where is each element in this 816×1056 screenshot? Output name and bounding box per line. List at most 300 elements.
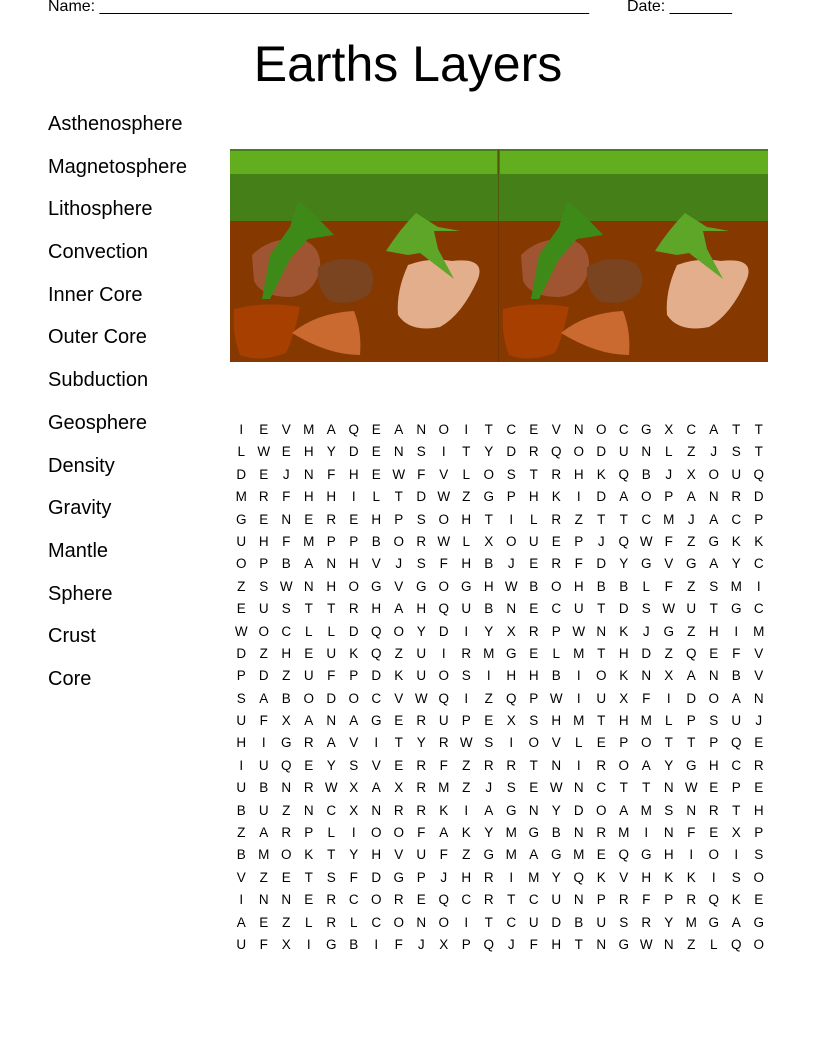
grid-letter[interactable]: S — [461, 668, 471, 684]
grid-letter[interactable]: W — [459, 735, 473, 751]
grid-letter[interactable]: B — [484, 601, 494, 617]
grid-letter[interactable]: I — [239, 422, 244, 437]
grid-letter[interactable]: L — [237, 444, 245, 460]
grid-letter[interactable]: I — [239, 757, 244, 773]
grid-letter[interactable]: N — [596, 936, 607, 952]
grid-letter[interactable]: Y — [484, 825, 494, 841]
grid-letter[interactable]: R — [708, 802, 719, 818]
grid-letter[interactable]: I — [509, 869, 514, 885]
grid-letter[interactable]: E — [709, 825, 719, 841]
grid-letter[interactable]: D — [348, 444, 359, 460]
grid-letter[interactable]: D — [236, 466, 247, 482]
grid-letter[interactable]: R — [506, 757, 517, 773]
grid-letter[interactable]: L — [304, 623, 313, 639]
grid-letter[interactable]: F — [439, 847, 448, 863]
grid-letter[interactable]: O — [550, 578, 562, 594]
grid-letter[interactable]: I — [464, 802, 469, 818]
grid-letter[interactable]: C — [641, 511, 652, 527]
grid-letter[interactable]: W — [324, 780, 338, 796]
grid-letter[interactable]: N — [753, 690, 764, 706]
grid-letter[interactable]: B — [551, 668, 561, 684]
grid-letter[interactable]: H — [551, 713, 562, 729]
grid-letter[interactable]: H — [506, 668, 517, 684]
grid-letter[interactable]: L — [642, 578, 650, 594]
grid-letter[interactable]: T — [597, 645, 606, 661]
grid-letter[interactable]: C — [371, 690, 382, 706]
grid-letter[interactable]: Q — [685, 645, 697, 661]
grid-letter[interactable]: O — [595, 668, 607, 684]
grid-letter[interactable]: E — [304, 892, 314, 908]
grid-letter[interactable]: J — [282, 466, 290, 482]
grid-letter[interactable]: Z — [687, 578, 696, 594]
grid-letter[interactable]: H — [326, 578, 337, 594]
grid-letter[interactable]: U — [528, 533, 539, 549]
grid-letter[interactable]: A — [236, 914, 246, 930]
grid-letter[interactable]: W — [392, 466, 406, 482]
grid-letter[interactable]: A — [709, 556, 719, 572]
grid-letter[interactable]: Q — [708, 892, 719, 908]
grid-letter[interactable]: C — [686, 422, 697, 437]
grid-letter[interactable]: E — [281, 444, 291, 460]
grid-letter[interactable]: I — [576, 757, 581, 773]
grid-letter[interactable]: I — [464, 623, 469, 639]
grid-letter[interactable]: E — [259, 466, 269, 482]
grid-letter[interactable]: M — [640, 713, 652, 729]
grid-letter[interactable]: H — [371, 601, 382, 617]
grid-letter[interactable]: Y — [484, 444, 494, 460]
grid-letter[interactable]: E — [304, 757, 314, 773]
grid-letter[interactable]: B — [596, 578, 606, 594]
grid-letter[interactable]: T — [619, 511, 628, 527]
grid-letter[interactable]: P — [574, 533, 584, 549]
grid-letter[interactable]: F — [394, 936, 403, 952]
grid-letter[interactable]: G — [685, 757, 697, 773]
grid-letter[interactable]: O — [708, 847, 719, 863]
grid-letter[interactable]: K — [731, 892, 741, 908]
grid-letter[interactable]: R — [326, 914, 337, 930]
grid-letter[interactable]: N — [281, 892, 292, 908]
grid-letter[interactable]: R — [303, 780, 314, 796]
grid-letter[interactable]: J — [507, 556, 515, 572]
grid-letter[interactable]: F — [282, 489, 291, 505]
grid-letter[interactable]: P — [461, 936, 471, 952]
grid-letter[interactable]: S — [416, 444, 426, 460]
grid-letter[interactable]: O — [573, 444, 584, 460]
grid-letter[interactable]: D — [596, 489, 607, 505]
grid-letter[interactable]: K — [551, 489, 561, 505]
grid-letter[interactable]: P — [731, 780, 741, 796]
grid-letter[interactable]: M — [640, 802, 652, 818]
grid-letter[interactable]: R — [461, 645, 472, 661]
grid-letter[interactable]: Z — [462, 489, 471, 505]
grid-letter[interactable]: A — [686, 668, 696, 684]
grid-letter[interactable]: I — [689, 847, 694, 863]
grid-letter[interactable]: W — [639, 533, 653, 549]
grid-letter[interactable]: W — [662, 601, 676, 617]
grid-letter[interactable]: A — [439, 825, 449, 841]
grid-letter[interactable]: F — [687, 825, 696, 841]
grid-letter[interactable]: T — [732, 422, 741, 437]
grid-letter[interactable]: G — [370, 578, 382, 594]
grid-letter[interactable]: J — [440, 869, 448, 885]
grid-letter[interactable]: C — [528, 892, 539, 908]
grid-letter[interactable]: W — [639, 936, 653, 952]
grid-letter[interactable]: R — [303, 735, 314, 751]
grid-letter[interactable]: O — [348, 690, 359, 706]
grid-letter[interactable]: P — [506, 489, 516, 505]
grid-letter[interactable]: B — [529, 578, 539, 594]
grid-letter[interactable]: E — [304, 645, 314, 661]
grid-letter[interactable]: F — [439, 757, 448, 773]
grid-letter[interactable]: E — [259, 511, 269, 527]
grid-letter[interactable]: I — [509, 511, 514, 527]
grid-letter[interactable]: R — [686, 892, 697, 908]
grid-letter[interactable]: Z — [664, 645, 673, 661]
grid-letter[interactable]: N — [641, 668, 652, 684]
grid-letter[interactable]: E — [596, 735, 606, 751]
grid-letter[interactable]: D — [371, 869, 382, 885]
grid-letter[interactable]: D — [686, 690, 697, 706]
grid-letter[interactable]: Q — [550, 444, 562, 460]
grid-letter[interactable]: U — [438, 713, 449, 729]
grid-letter[interactable]: I — [464, 690, 469, 706]
grid-letter[interactable]: O — [618, 757, 629, 773]
grid-letter[interactable]: T — [484, 511, 493, 527]
grid-letter[interactable]: W — [504, 578, 518, 594]
grid-letter[interactable]: Q — [370, 645, 382, 661]
grid-letter[interactable]: O — [483, 466, 494, 482]
grid-letter[interactable]: W — [549, 690, 563, 706]
grid-letter[interactable]: A — [484, 802, 494, 818]
grid-letter[interactable]: R — [326, 511, 337, 527]
grid-letter[interactable]: F — [664, 578, 673, 594]
grid-letter[interactable]: J — [417, 936, 425, 952]
grid-letter[interactable]: U — [416, 847, 427, 863]
grid-letter[interactable]: R — [618, 892, 629, 908]
grid-letter[interactable]: Q — [483, 936, 494, 952]
grid-letter[interactable]: I — [464, 422, 469, 437]
grid-letter[interactable]: A — [259, 825, 269, 841]
grid-letter[interactable]: O — [438, 511, 449, 527]
grid-letter[interactable]: O — [528, 735, 539, 751]
grid-letter[interactable]: W — [684, 780, 698, 796]
grid-letter[interactable]: Q — [618, 466, 629, 482]
grid-letter[interactable]: P — [529, 690, 539, 706]
grid-letter[interactable]: N — [708, 489, 719, 505]
grid-letter[interactable]: B — [574, 914, 584, 930]
grid-letter[interactable]: S — [731, 444, 741, 460]
grid-letter[interactable]: A — [686, 489, 696, 505]
grid-letter[interactable]: S — [709, 578, 719, 594]
grid-letter[interactable]: R — [416, 713, 427, 729]
grid-letter[interactable]: H — [708, 757, 719, 773]
grid-letter[interactable]: L — [709, 936, 718, 952]
grid-letter[interactable]: E — [484, 713, 494, 729]
grid-letter[interactable]: G — [708, 914, 719, 930]
grid-letter[interactable]: D — [506, 444, 517, 460]
grid-letter[interactable]: T — [597, 601, 606, 617]
grid-letter[interactable]: H — [258, 533, 269, 549]
grid-letter[interactable]: G — [663, 623, 674, 639]
grid-letter[interactable]: N — [258, 892, 269, 908]
grid-letter[interactable]: N — [528, 802, 539, 818]
grid-letter[interactable]: T — [597, 713, 606, 729]
grid-letter[interactable]: A — [394, 422, 404, 437]
grid-letter[interactable]: O — [280, 847, 292, 863]
grid-letter[interactable]: R — [551, 466, 562, 482]
grid-letter[interactable]: G — [753, 914, 764, 930]
grid-letter[interactable]: M — [753, 623, 765, 639]
grid-letter[interactable]: R — [348, 601, 359, 617]
grid-letter[interactable]: K — [394, 668, 404, 684]
grid-letter[interactable]: X — [281, 713, 291, 729]
grid-letter[interactable]: H — [483, 578, 494, 594]
grid-letter[interactable]: O — [640, 735, 652, 751]
grid-letter[interactable]: P — [416, 869, 426, 885]
grid-letter[interactable]: R — [416, 757, 427, 773]
grid-letter[interactable]: Z — [282, 914, 291, 930]
grid-letter[interactable]: N — [663, 825, 674, 841]
grid-letter[interactable]: H — [416, 601, 427, 617]
grid-letter[interactable]: C — [281, 623, 292, 639]
grid-letter[interactable]: E — [394, 713, 404, 729]
grid-letter[interactable]: N — [303, 802, 314, 818]
grid-letter[interactable]: X — [506, 623, 516, 639]
grid-letter[interactable]: Q — [730, 936, 742, 952]
grid-letter[interactable]: O — [438, 422, 449, 437]
grid-letter[interactable]: T — [732, 802, 741, 818]
grid-letter[interactable]: Q — [730, 735, 742, 751]
grid-letter[interactable]: M — [573, 847, 585, 863]
grid-letter[interactable]: I — [576, 690, 581, 706]
grid-letter[interactable]: S — [259, 578, 269, 594]
grid-letter[interactable]: A — [394, 601, 404, 617]
grid-letter[interactable]: F — [732, 645, 741, 661]
grid-letter[interactable]: K — [686, 869, 696, 885]
grid-letter[interactable]: Q — [618, 533, 629, 549]
grid-letter[interactable]: Z — [462, 780, 471, 796]
grid-letter[interactable]: L — [552, 645, 560, 661]
grid-letter[interactable]: H — [371, 511, 382, 527]
grid-letter[interactable]: H — [708, 623, 719, 639]
grid-letter[interactable]: E — [371, 444, 381, 460]
grid-letter[interactable]: U — [618, 444, 629, 460]
grid-letter[interactable]: M — [573, 713, 585, 729]
grid-letter[interactable]: M — [258, 847, 270, 863]
grid-letter[interactable]: M — [685, 914, 697, 930]
grid-letter[interactable]: H — [551, 936, 562, 952]
grid-letter[interactable]: H — [461, 511, 472, 527]
grid-letter[interactable]: I — [576, 489, 581, 505]
grid-letter[interactable]: Q — [618, 847, 629, 863]
grid-letter[interactable]: S — [529, 713, 539, 729]
grid-letter[interactable]: H — [618, 713, 629, 729]
grid-letter[interactable]: N — [416, 422, 427, 437]
grid-letter[interactable]: B — [551, 825, 561, 841]
grid-letter[interactable]: N — [641, 444, 652, 460]
grid-letter[interactable]: Z — [237, 578, 246, 594]
grid-letter[interactable]: G — [325, 936, 337, 952]
grid-letter[interactable]: G — [640, 556, 652, 572]
grid-letter[interactable]: Y — [731, 556, 741, 572]
grid-letter[interactable]: E — [754, 892, 764, 908]
grid-letter[interactable]: U — [236, 533, 247, 549]
grid-letter[interactable]: O — [370, 892, 382, 908]
grid-letter[interactable]: X — [506, 713, 516, 729]
grid-letter[interactable]: E — [529, 556, 539, 572]
grid-letter[interactable]: G — [460, 578, 472, 594]
grid-letter[interactable]: O — [753, 936, 764, 952]
grid-letter[interactable]: N — [326, 713, 337, 729]
grid-letter[interactable]: X — [664, 668, 674, 684]
grid-letter[interactable]: R — [596, 825, 607, 841]
grid-letter[interactable]: G — [618, 936, 629, 952]
grid-letter[interactable]: R — [393, 802, 404, 818]
grid-letter[interactable]: Z — [259, 869, 268, 885]
grid-letter[interactable]: Z — [687, 444, 696, 460]
grid-letter[interactable]: Q — [348, 422, 359, 437]
grid-letter[interactable]: D — [438, 623, 449, 639]
grid-letter[interactable]: Z — [259, 645, 268, 661]
grid-letter[interactable]: R — [483, 892, 494, 908]
grid-letter[interactable]: P — [349, 533, 359, 549]
grid-letter[interactable]: O — [708, 466, 719, 482]
grid-letter[interactable]: N — [303, 578, 314, 594]
grid-letter[interactable]: I — [666, 690, 671, 706]
grid-letter[interactable]: G — [505, 645, 517, 661]
grid-letter[interactable]: Y — [484, 623, 494, 639]
grid-letter[interactable]: P — [686, 713, 696, 729]
grid-letter[interactable]: S — [484, 735, 494, 751]
grid-letter[interactable]: G — [505, 802, 517, 818]
grid-letter[interactable]: P — [326, 533, 336, 549]
grid-letter[interactable]: N — [416, 914, 427, 930]
grid-letter[interactable]: B — [641, 466, 651, 482]
grid-letter[interactable]: S — [236, 690, 246, 706]
grid-letter[interactable]: G — [415, 578, 427, 594]
grid-letter[interactable]: O — [393, 533, 404, 549]
grid-letter[interactable]: D — [236, 645, 247, 661]
grid-letter[interactable]: F — [574, 556, 583, 572]
grid-letter[interactable]: H — [281, 645, 292, 661]
grid-letter[interactable]: B — [484, 556, 494, 572]
grid-letter[interactable]: F — [439, 556, 448, 572]
grid-letter[interactable]: Q — [370, 623, 382, 639]
grid-letter[interactable]: Z — [687, 623, 696, 639]
grid-letter[interactable]: E — [349, 511, 359, 527]
grid-letter[interactable]: O — [708, 690, 719, 706]
grid-letter[interactable]: H — [303, 444, 314, 460]
grid-letter[interactable]: R — [416, 802, 427, 818]
grid-letter[interactable]: T — [327, 601, 336, 617]
grid-letter[interactable]: R — [281, 825, 292, 841]
grid-letter[interactable]: M — [483, 645, 495, 661]
grid-letter[interactable]: R — [393, 892, 404, 908]
grid-letter[interactable]: P — [304, 825, 314, 841]
grid-letter[interactable]: R — [528, 444, 539, 460]
grid-letter[interactable]: N — [281, 511, 292, 527]
grid-letter[interactable]: U — [326, 645, 337, 661]
grid-letter[interactable]: F — [282, 533, 291, 549]
grid-letter[interactable]: O — [753, 869, 764, 885]
grid-letter[interactable]: W — [549, 780, 563, 796]
grid-letter[interactable]: W — [279, 578, 293, 594]
grid-letter[interactable]: D — [641, 645, 652, 661]
grid-letter[interactable]: Z — [282, 668, 291, 684]
grid-letter[interactable]: I — [351, 489, 356, 505]
grid-letter[interactable]: T — [687, 735, 696, 751]
grid-letter[interactable]: A — [371, 780, 381, 796]
grid-letter[interactable]: I — [351, 825, 356, 841]
grid-letter[interactable]: L — [372, 489, 380, 505]
grid-letter[interactable]: G — [235, 511, 247, 527]
grid-letter[interactable]: X — [394, 780, 404, 796]
grid-letter[interactable]: O — [370, 825, 382, 841]
grid-letter[interactable]: X — [731, 825, 741, 841]
grid-letter[interactable]: E — [709, 645, 719, 661]
grid-letter[interactable]: X — [664, 422, 674, 437]
grid-letter[interactable]: P — [461, 713, 471, 729]
grid-letter[interactable]: E — [371, 422, 381, 437]
grid-letter[interactable]: U — [258, 757, 269, 773]
grid-letter[interactable]: G — [528, 825, 539, 841]
grid-letter[interactable]: H — [528, 668, 539, 684]
grid-letter[interactable]: S — [326, 869, 336, 885]
grid-letter[interactable]: E — [709, 780, 719, 796]
grid-letter[interactable]: V — [619, 869, 629, 885]
grid-letter[interactable]: D — [258, 668, 269, 684]
grid-letter[interactable]: H — [326, 489, 337, 505]
grid-letter[interactable]: U — [528, 914, 539, 930]
grid-letter[interactable]: X — [349, 780, 359, 796]
grid-letter[interactable]: A — [619, 802, 629, 818]
grid-letter[interactable]: G — [640, 847, 652, 863]
grid-letter[interactable]: J — [755, 713, 763, 729]
grid-letter[interactable]: N — [573, 825, 584, 841]
grid-letter[interactable]: H — [618, 645, 629, 661]
grid-letter[interactable]: E — [236, 601, 246, 617]
grid-letter[interactable]: S — [416, 556, 426, 572]
grid-letter[interactable]: T — [709, 601, 718, 617]
grid-letter[interactable]: I — [509, 735, 514, 751]
grid-letter[interactable]: B — [349, 936, 359, 952]
grid-letter[interactable]: I — [441, 645, 446, 661]
grid-letter[interactable]: B — [259, 780, 269, 796]
grid-letter[interactable]: H — [528, 489, 539, 505]
grid-letter[interactable]: G — [280, 735, 292, 751]
grid-letter[interactable]: B — [236, 847, 246, 863]
grid-letter[interactable]: P — [394, 511, 404, 527]
grid-letter[interactable]: C — [753, 601, 764, 617]
grid-letter[interactable]: M — [505, 825, 517, 841]
grid-letter[interactable]: H — [371, 847, 382, 863]
grid-letter[interactable]: H — [303, 489, 314, 505]
grid-letter[interactable]: C — [596, 780, 607, 796]
grid-letter[interactable]: C — [461, 892, 472, 908]
grid-letter[interactable]: B — [619, 578, 629, 594]
grid-letter[interactable]: W — [572, 623, 586, 639]
grid-letter[interactable]: F — [259, 936, 268, 952]
grid-letter[interactable]: N — [596, 623, 607, 639]
grid-letter[interactable]: R — [416, 533, 427, 549]
grid-letter[interactable]: Y — [551, 802, 561, 818]
grid-letter[interactable]: A — [259, 690, 269, 706]
grid-letter[interactable]: P — [664, 892, 674, 908]
grid-letter[interactable]: U — [416, 645, 427, 661]
grid-letter[interactable]: Q — [280, 757, 292, 773]
grid-letter[interactable]: Z — [394, 645, 403, 661]
grid-letter[interactable]: Y — [349, 847, 359, 863]
